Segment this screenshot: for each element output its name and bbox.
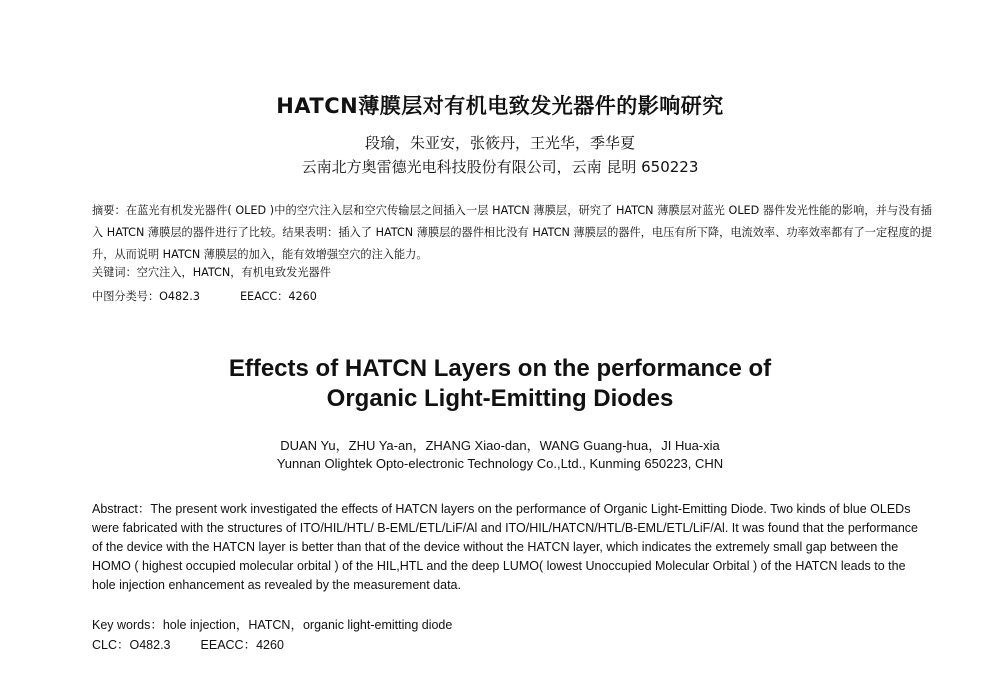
english-title-line-1: Effects of HATCN Layers on the performance of	[228, 355, 772, 382]
english-title	[0, 354, 1000, 414]
english-abstract: Abstract：The present work investigated the effects of HATCN layers on the performance of Organic Light-Emitting Diode. Two kinds of blue OLEDs were fabricated with the structures of ITO/HIL/HTL/ B-EML/ETL/LiF/Al and ITO/HIL/HATCN/HTL/B-EML/ETL/LiF/Al. It was found that the performance of the device with the HATCN layer is better than that of the device without the HATCN layer, which indicates the extremely small gap between the HOMO ( highest occupied molecular orbital ) of the HIL,HTL and the deep LUMO( lowest Unoccupied Molecular Orbital ) of the HATCN leads to the hole injection enhancement as revealed by the measurement data.	[92, 502, 919, 592]
chinese-classification	[92, 288, 317, 304]
chinese-clc-number: 中图分类号：O482.3	[92, 290, 200, 303]
chinese-authors: 段瑜，朱亚安，张筱丹，王光华，季华夏	[364, 134, 635, 152]
chinese-keywords: 关键词：空穴注入，HATCN，有机电致发光器件	[92, 266, 331, 279]
english-affiliation: Yunnan Olightek Opto-electronic Technology Co.,Ltd., Kunming 650223, CHN	[276, 456, 724, 471]
chinese-eeacc-code: EEACC：4260	[239, 290, 317, 303]
english-title-line-2: Organic Light-Emitting Diodes	[326, 385, 674, 412]
chinese-title: HATCN薄膜层对有机电致发光器件的影响研究	[276, 94, 724, 118]
english-eeacc-code: EEACC：4260	[200, 638, 284, 652]
english-clc-number: CLC：O482.3	[92, 638, 171, 652]
chinese-abstract: 摘要：在蓝光有机发光器件( OLED )中的空穴注入层和空穴传输层之间插入一层 HATCN 薄膜层，研究了 HATCN 薄膜层对蓝光 OLED 器件发光性能的影响，并与没有插入 HATCN 薄膜层的器件进行了比较。结果表明：插入了 HATCN 薄膜层的器件相比没有 HATCN 薄膜层的器件，电压有所下降，电流效率、功率效率都有了一定程度的提升，从而说明 HATCN 薄膜层的加入，能有效增强空穴的注入能力。	[92, 204, 932, 261]
english-classification	[92, 635, 284, 653]
english-authors: DUAN Yu，ZHU Ya-an，ZHANG Xiao-dan，WANG Guang-hua，JI Hua-xia	[280, 438, 720, 453]
chinese-affiliation: 云南北方奥雷德光电科技股份有限公司，云南 昆明 650223	[301, 158, 699, 176]
english-keywords: Key words：hole injection，HATCN，organic light-emitting diode	[92, 618, 453, 632]
